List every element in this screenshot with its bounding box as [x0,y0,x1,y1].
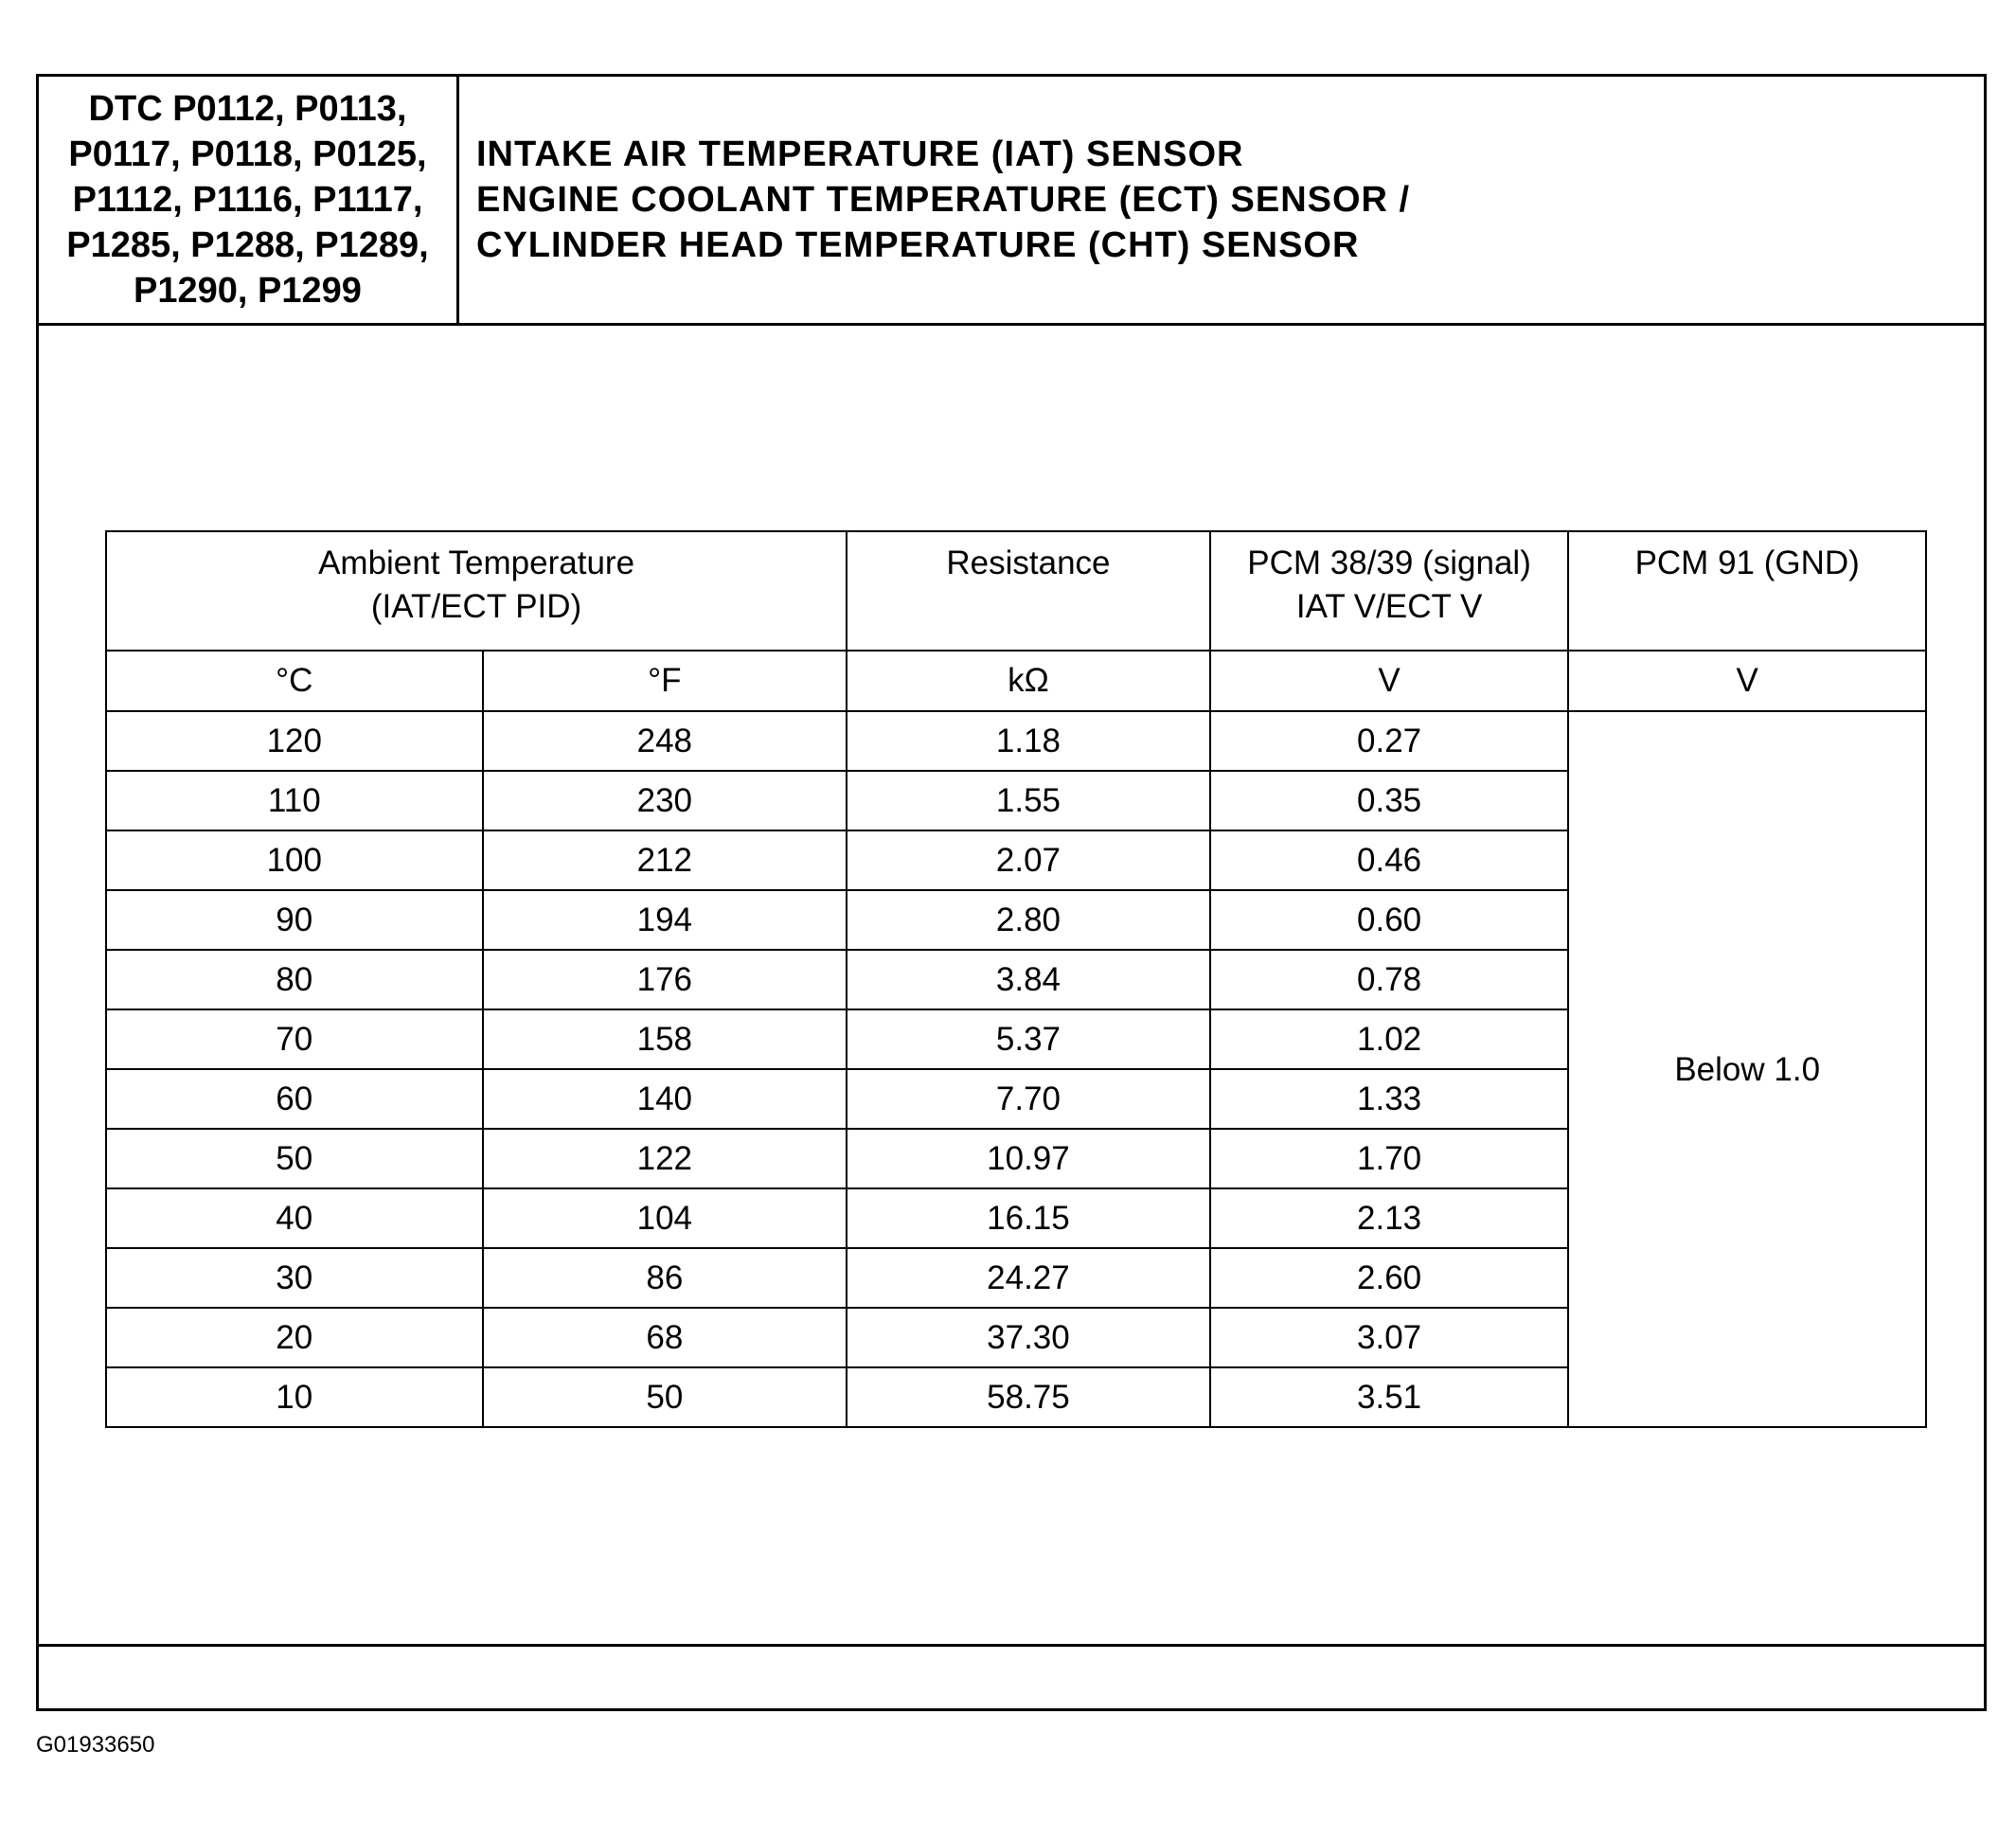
cell-signal-voltage: 2.13 [1210,1188,1569,1248]
header-line: PCM 38/39 (signal) [1247,545,1531,581]
dtc-line: P1290, P1299 [134,271,362,311]
document-frame [36,74,1987,1711]
cell-resistance: 58.75 [847,1367,1210,1427]
cell-celsius: 40 [106,1188,483,1248]
cell-fahrenheit: 50 [483,1367,847,1427]
cell-fahrenheit: 122 [483,1129,847,1188]
dtc-line: P0117, P0118, P0125, [68,134,427,174]
cell-resistance: 2.80 [847,890,1210,950]
header-line: IAT V/ECT V [1295,588,1483,625]
resistance-header [847,531,1210,651]
dtc-line: P1285, P1288, P1289, [66,225,429,265]
cell-signal-voltage: 0.27 [1210,711,1569,771]
cell-resistance: 10.97 [847,1129,1210,1188]
unit-volts-signal: V [1210,651,1569,711]
cell-resistance: 5.37 [847,1009,1210,1069]
cell-celsius: 30 [106,1248,483,1308]
cell-celsius: 20 [106,1308,483,1367]
unit-celsius: °C [106,651,483,711]
cell-signal-voltage: 2.60 [1210,1248,1569,1308]
cell-celsius: 100 [106,830,483,890]
cell-celsius: 120 [106,711,483,771]
dtc-codes [39,77,459,323]
cell-fahrenheit: 140 [483,1069,847,1129]
cell-fahrenheit: 176 [483,950,847,1009]
header-line: PCM 91 (GND) [1634,545,1860,581]
cell-fahrenheit: 230 [483,771,847,830]
cell-fahrenheit: 212 [483,830,847,890]
cell-celsius: 90 [106,890,483,950]
unit-header-row [106,651,1926,711]
unit-kohm: kΩ [847,651,1210,711]
cell-signal-voltage: 3.07 [1210,1308,1569,1367]
cell-fahrenheit: 104 [483,1188,847,1248]
cell-celsius: 60 [106,1069,483,1129]
cell-fahrenheit: 248 [483,711,847,771]
cell-signal-voltage: 1.02 [1210,1009,1569,1069]
cell-fahrenheit: 86 [483,1248,847,1308]
header-line: (IAT/ECT PID) [370,588,582,625]
cell-signal-voltage: 3.51 [1210,1367,1569,1427]
group-header-row [106,531,1926,651]
title-line: CYLINDER HEAD TEMPERATURE (CHT) SENSOR [476,225,1360,265]
cell-signal-voltage: 1.70 [1210,1129,1569,1188]
ambient-temperature-header [106,531,847,651]
cell-signal-voltage: 0.60 [1210,890,1569,950]
dtc-line: P1112, P1116, P1117, [72,180,423,220]
footer-divider [39,1644,1984,1647]
cell-celsius: 10 [106,1367,483,1427]
document-header [39,77,1984,326]
pcm-gnd-header [1568,531,1926,651]
cell-celsius: 80 [106,950,483,1009]
cell-resistance: 1.55 [847,771,1210,830]
cell-resistance: 1.18 [847,711,1210,771]
pcm-signal-header [1210,531,1569,651]
title-line: ENGINE COOLANT TEMPERATURE (ECT) SENSOR / [476,180,1411,220]
unit-fahrenheit: °F [483,651,847,711]
cell-celsius: 50 [106,1129,483,1188]
header-line: Ambient Temperature [318,545,635,581]
cell-celsius: 110 [106,771,483,830]
cell-gnd-voltage: Below 1.0 [1568,711,1926,1427]
cell-resistance: 16.15 [847,1188,1210,1248]
dtc-line: DTC P0112, P0113, [88,89,407,129]
cell-signal-voltage: 1.33 [1210,1069,1569,1129]
cell-resistance: 3.84 [847,950,1210,1009]
cell-signal-voltage: 0.46 [1210,830,1569,890]
document-title [476,132,1410,268]
sensor-resistance-table [105,530,1927,1428]
image-id-label: G01933650 [36,1732,155,1758]
title-line: INTAKE AIR TEMPERATURE (IAT) SENSOR [476,134,1244,174]
cell-resistance: 24.27 [847,1248,1210,1308]
cell-fahrenheit: 194 [483,890,847,950]
cell-resistance: 7.70 [847,1069,1210,1129]
table-row [106,711,1926,771]
cell-signal-voltage: 0.78 [1210,950,1569,1009]
header-line: Resistance [946,545,1111,581]
cell-fahrenheit: 68 [483,1308,847,1367]
cell-resistance: 2.07 [847,830,1210,890]
cell-signal-voltage: 0.35 [1210,771,1569,830]
unit-volts-gnd: V [1568,651,1926,711]
cell-fahrenheit: 158 [483,1009,847,1069]
cell-celsius: 70 [106,1009,483,1069]
cell-resistance: 37.30 [847,1308,1210,1367]
